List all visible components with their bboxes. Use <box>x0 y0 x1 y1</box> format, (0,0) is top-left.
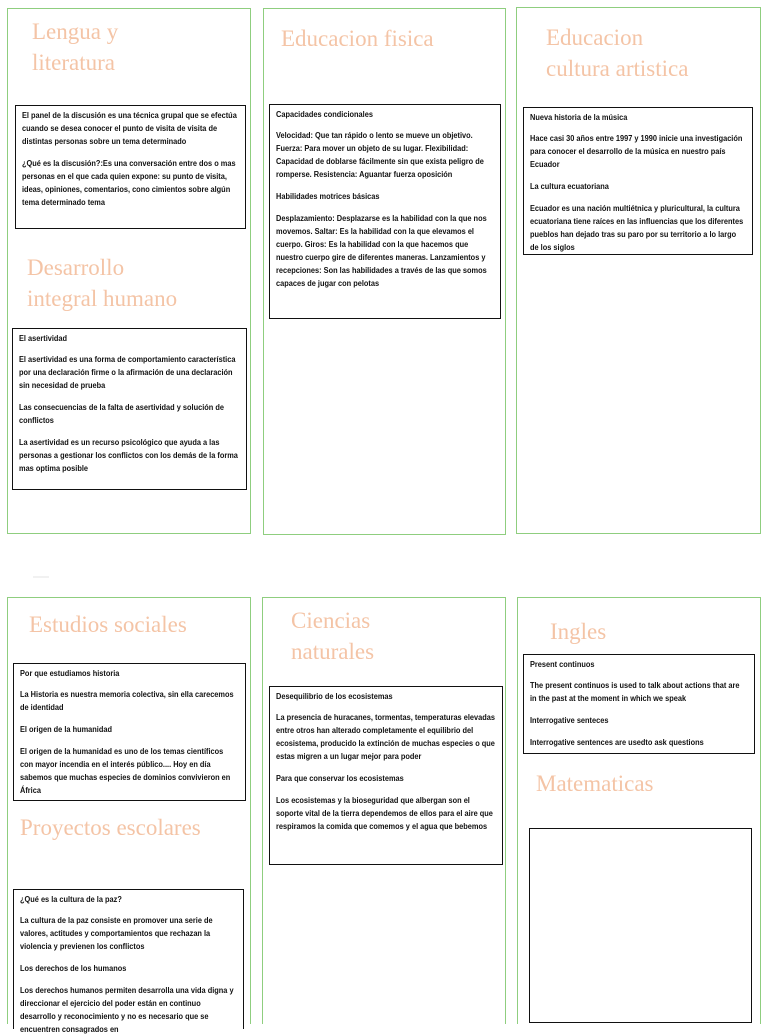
panel-sociales-proyectos <box>7 597 251 1034</box>
paragraph: Los derechos humanos permiten desarrolla una vida digna y direccionar el ejercicio del poder están en continuo desarrollo y reconocimiento y no es necesario que se encuentren consagrados en <box>20 985 234 1034</box>
paragraph: La asertividad es un recurso psicológico que ayuda a las personas a gestionar los conflictos con los demás de la forma mas optima posible <box>19 437 238 473</box>
textbox-lengua <box>15 105 246 229</box>
paragraph: Nueva historia de la música <box>530 112 628 122</box>
textbox-educacion-fisica <box>269 104 501 319</box>
title-desarrollo: Desarrollo integral humano <box>27 255 178 311</box>
paragraph: ¿Qué es la cultura de la paz? <box>20 894 122 904</box>
title-ciencias: Ciencias naturales <box>291 608 375 664</box>
paragraph: El origen de la humanidad es uno de los temas científicos con mayor incendia en el interés público.... Hoy en día sabemos que muchas especies de dominios convivieron en África <box>20 746 231 795</box>
panel-educacion-fisica <box>263 8 506 535</box>
paragraph: ¿Qué es la discusión?:Es una conversación entre dos o mas personas en el que cada quien expone: su punto de visita, ideas, opiniones, comentarios, cono cimientos sobre algún tema determinado tema <box>22 158 236 207</box>
paragraph: Habilidades motrices básicas <box>276 191 380 201</box>
title-matematicas: Matematicas <box>536 771 654 796</box>
paragraph: El origen de la humanidad <box>20 724 112 734</box>
paragraph: Hace casi 30 años entre 1997 y 1990 inicie una investigación para conocer el desarrollo de la música en nuestro país Ecuador <box>530 133 743 169</box>
panel-ciencias <box>262 597 506 1024</box>
textbox-desarrollo <box>12 328 247 490</box>
paragraph: La cultura de la paz consiste en promover una serie de valores, actitudes y comportamientos que rechazan la violencia y previenen los conflictos <box>20 915 213 951</box>
title-estudios-sociales: Estudios sociales <box>29 612 187 637</box>
panel-ingles-matematicas <box>517 597 761 1024</box>
paragraph: La Historia es nuestra memoria colectiva, sin ella carecemos de identidad <box>20 689 234 712</box>
title-lengua: Lengua y literatura <box>32 19 119 75</box>
paragraph: Por que estudiamos historia <box>20 668 120 678</box>
decorative-mark <box>33 576 49 578</box>
paragraph: El panel de la discusión es una técnica grupal que se efectúa cuando se desea conocer el punto de visita de visita de distintas personas sobre un tema determinado <box>22 110 237 146</box>
title-proyectos: Proyectos escolares <box>20 815 201 840</box>
paragraph: Interrogative senteces <box>530 715 609 725</box>
paragraph: El asertividad <box>19 333 68 343</box>
paragraph: Capacidades condicionales <box>276 109 373 119</box>
textbox-estudios-sociales <box>13 663 246 801</box>
paragraph: Present continuos <box>530 659 595 669</box>
textbox-matematicas-empty <box>529 828 752 1023</box>
textbox-ingles <box>523 654 755 754</box>
paragraph: Ecuador es una nación multiétnica y pluricultural, la cultura ecuatoriana tiene raíces en las influencias que los diferentes pueblos han dejado tras su paro por su territorio a lo largo de los siglos <box>530 203 744 252</box>
panel-educacion-cultural <box>516 7 761 534</box>
paragraph: Para que conservar los ecosistemas <box>276 773 404 783</box>
paragraph: Desequilibrio de los ecosistemas <box>276 691 393 701</box>
paragraph: El asertividad es una forma de comportamiento característica por una declaración firme o la afirmación de una declaración sin necesidad de prueba <box>19 354 236 390</box>
title-educacion-cultural: Educacion cultura artistica <box>546 25 689 81</box>
textbox-proyectos <box>13 889 244 1034</box>
paragraph: Los derechos de los humanos <box>20 963 127 973</box>
paragraph: The present continuos is used to talk about actions that are in the past at the moment in which we speak <box>530 680 740 703</box>
title-ingles: Ingles <box>550 619 607 644</box>
textbox-ciencias <box>269 686 503 865</box>
paragraph: La presencia de huracanes, tormentas, temperaturas elevadas entre otros han alterado completamente el equilibrio del ecosistema, producido la extinción de muchas especies o que estas migren a un lugar mejor para poder <box>276 712 495 761</box>
paragraph: Interrogative sentences are usedto ask questions <box>530 737 704 747</box>
panel-lengua-desarrollo <box>7 8 251 534</box>
paragraph: La cultura ecuatoriana <box>530 181 609 191</box>
title-educacion-fisica: Educacion fisica <box>281 26 434 51</box>
textbox-educacion-cultural <box>523 107 753 255</box>
paragraph: Velocidad: Que tan rápido o lento se mueve un objetivo. Fuerza: Para mover un objeto de su lugar. Flexibilidad: Capacidad de doblarse fácilmente sin que exista peligro de romperse. Resistencia: Aguantar fuerza oposición <box>276 130 484 179</box>
paragraph: Los ecosistemas y la bioseguridad que albergan son el soporte vital de la tierra dependemos de ellos para el aire que respiramos la comida que comemos y el agua que bebemos <box>276 795 493 831</box>
paragraph: Las consecuencias de la falta de asertividad y solución de conflictos <box>19 402 224 425</box>
paragraph: Desplazamiento: Desplazarse es la habilidad con la que nos movemos. Saltar: Es la habilidad con la que elevamos el cuerpo. Giros: Es la habilidad con la que hacemos que nuestro cuerpo gire de diferentes maneras. Lanzamientos y recepciones: Son las habilidades a través de las que somos capaces de jugar con pelotas <box>276 213 487 288</box>
